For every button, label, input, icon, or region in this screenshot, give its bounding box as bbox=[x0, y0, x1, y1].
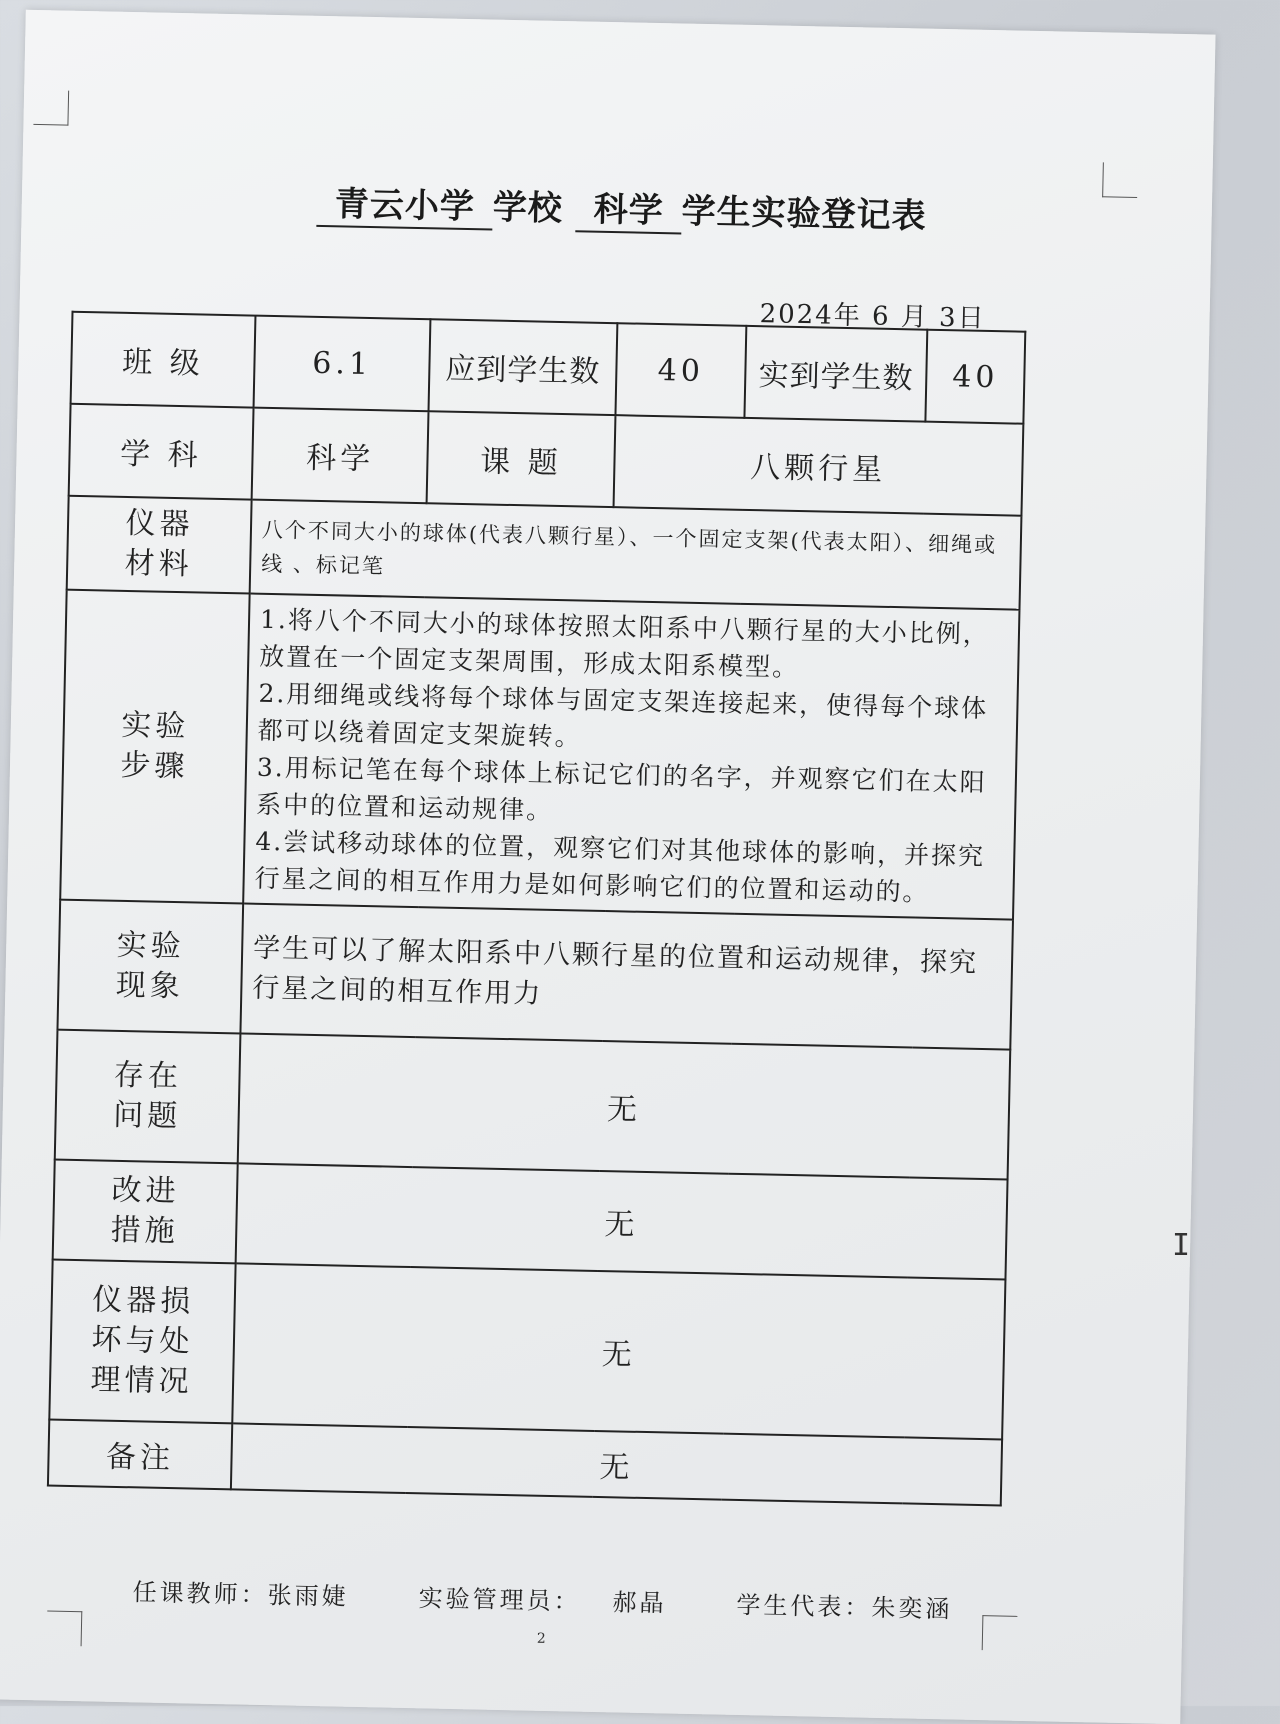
steps-label-line: 实验 bbox=[120, 707, 190, 745]
improvement-label bbox=[53, 1160, 238, 1264]
experiment-register-table bbox=[47, 311, 1026, 1507]
table-row bbox=[60, 590, 1019, 920]
title-suffix: 学生实验登记表 bbox=[681, 191, 928, 237]
notes-value[interactable]: 无 bbox=[231, 1423, 1002, 1505]
steps-value[interactable] bbox=[243, 594, 1019, 920]
problems-label-line: 存在 bbox=[113, 1057, 183, 1095]
step-item: 2.用细绳或线将每个球体与固定支架连接起来，使得每个球体都可以绕着固定支架旋转。 bbox=[257, 678, 989, 752]
materials-label-line: 仪器 bbox=[125, 505, 194, 543]
phenomenon-label-line: 现象 bbox=[115, 967, 185, 1005]
table-row bbox=[53, 1160, 1008, 1280]
problems-label bbox=[55, 1030, 241, 1164]
phenomenon-label-line: 实验 bbox=[116, 927, 186, 965]
document-page bbox=[0, 10, 1216, 1724]
teacher-signature: 任课教师：张雨婕 bbox=[132, 1578, 349, 1611]
table-row bbox=[55, 1030, 1011, 1180]
subject-value[interactable]: 科学 bbox=[252, 408, 429, 504]
improvement-label-line: 改进 bbox=[111, 1172, 180, 1210]
expected-students-label: 应到学生数 bbox=[429, 319, 617, 415]
admin-name: 郝晶 bbox=[612, 1588, 667, 1618]
problems-label-line: 问题 bbox=[112, 1097, 182, 1135]
damage-value[interactable]: 无 bbox=[232, 1263, 1005, 1439]
step-item: 4.尝试移动球体的位置，观察它们对其他球体的影响，并探究行星之间的相互作用力是如何影响它们的位置和运动的。 bbox=[254, 826, 986, 907]
actual-students-value[interactable]: 40 bbox=[926, 330, 1026, 424]
margin-corner-top-left bbox=[33, 90, 69, 126]
steps-label-line: 步骤 bbox=[120, 747, 189, 785]
title-subject: 科学 bbox=[575, 181, 682, 234]
problems-value[interactable]: 无 bbox=[238, 1033, 1011, 1179]
steps-label bbox=[60, 590, 249, 904]
table-row bbox=[49, 1260, 1005, 1440]
topic-label: 课 题 bbox=[427, 411, 615, 507]
damage-label-line: 理情况 bbox=[90, 1362, 193, 1400]
signature-footer bbox=[132, 1572, 1033, 1626]
materials-label bbox=[67, 496, 252, 594]
student-representative: 学生代表：朱奕涵 bbox=[736, 1590, 953, 1624]
step-item: 3.用标记笔在每个球体上标记它们的名字，并观察它们在太阳系中的位置和运动规律。 bbox=[255, 752, 987, 825]
topic-value[interactable]: 八颗行星 bbox=[613, 415, 1023, 516]
materials-label-line: 材料 bbox=[124, 545, 194, 583]
record-date: 2024年 6 月 3日 bbox=[759, 299, 986, 334]
actual-students-label: 实到学生数 bbox=[745, 326, 928, 422]
subject-label: 学 科 bbox=[69, 404, 254, 500]
margin-corner-top-right bbox=[1102, 162, 1138, 198]
page-title bbox=[171, 173, 1072, 243]
notes-label: 备注 bbox=[48, 1420, 232, 1490]
margin-corner-bottom-left bbox=[47, 1611, 83, 1647]
damage-label-line: 仪器损 bbox=[91, 1282, 195, 1320]
phenomenon-label bbox=[57, 900, 243, 1034]
phenomenon-value[interactable]: 学生可以了解太阳系中八颗行星的位置和运动规律，探究行星之间的相互作用力 bbox=[240, 903, 1013, 1049]
admin-label: 实验管理员： bbox=[418, 1584, 581, 1616]
class-value[interactable]: 6.1 bbox=[253, 316, 430, 412]
text-cursor-icon: I bbox=[1172, 1228, 1191, 1263]
damage-label-line: 坏与处 bbox=[91, 1322, 194, 1360]
expected-students-value[interactable]: 40 bbox=[615, 323, 747, 418]
class-label: 班 级 bbox=[71, 312, 256, 408]
page-number: 2 bbox=[536, 1630, 546, 1647]
materials-value[interactable]: 八个不同大小的球体(代表八颗行星）、一个固定支架(代表太阳）、细绳或线 、标记笔 bbox=[250, 500, 1022, 610]
step-item: 1.将八个不同大小的球体按照太阳系中八颗行星的大小比例，放置在一个固定支架周围，形成太阳系模型。 bbox=[258, 604, 991, 683]
title-school-suffix: 学校 bbox=[492, 187, 564, 230]
title-school: 青云小学 bbox=[316, 176, 493, 231]
improvement-value[interactable]: 无 bbox=[236, 1163, 1008, 1279]
damage-label bbox=[49, 1260, 235, 1424]
table-row bbox=[57, 900, 1013, 1050]
improvement-label-line: 措施 bbox=[110, 1212, 180, 1250]
